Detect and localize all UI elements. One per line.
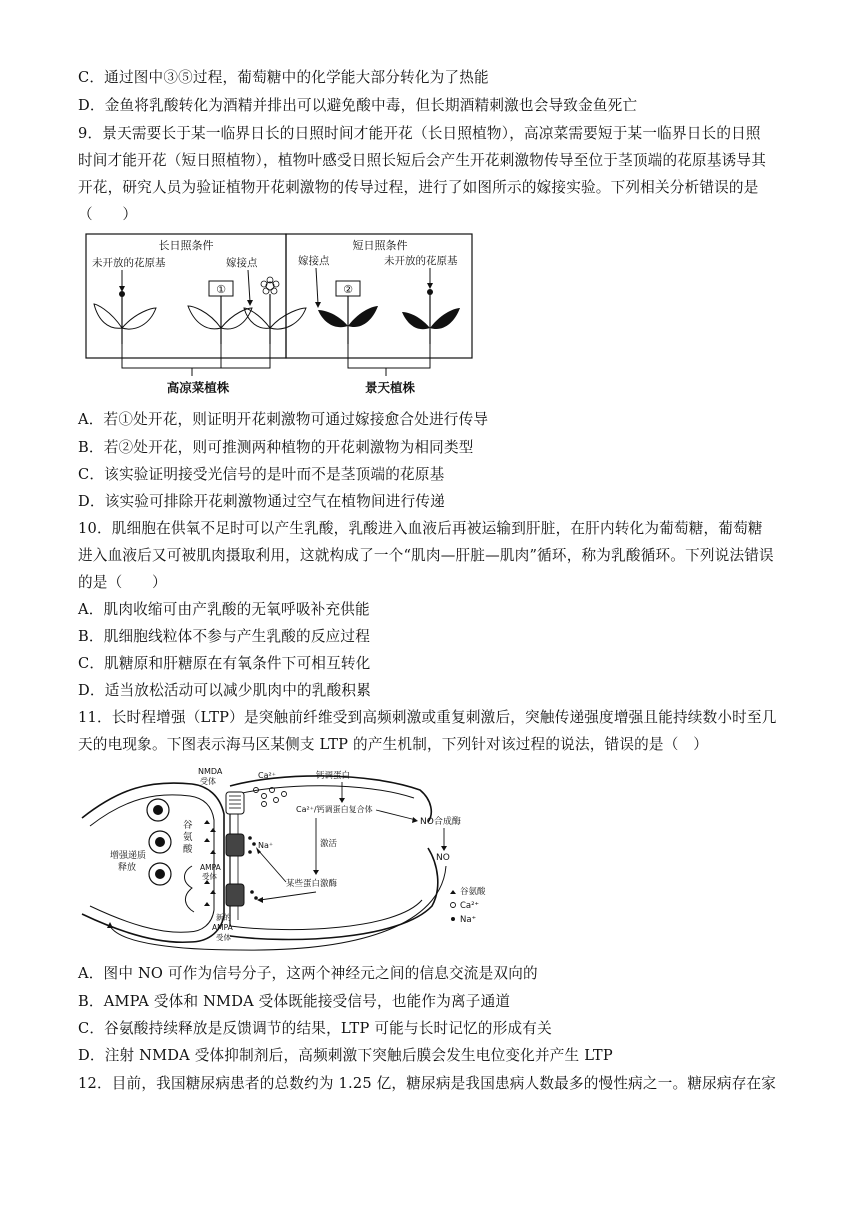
calmodulin-label: 钙调蛋白 xyxy=(316,771,351,781)
ca-label: Ca²⁺ xyxy=(258,771,276,780)
nmda-label-2: 受体 xyxy=(200,777,216,786)
q11-stem-line-1: 11．长时程增强（LTP）是突触前纤维受到高频刺激或重复刺激后，突触传递强度增强且能持续数小时至几 xyxy=(78,709,777,726)
legend-ca-label: Ca²⁺ xyxy=(460,901,480,911)
no-label: NO xyxy=(436,853,450,863)
q10-option-b: B．肌细胞线粒体不参与产生乳酸的反应过程 xyxy=(78,628,371,645)
na-label: Na⁺ xyxy=(258,841,274,850)
q12-stem-line-1: 12．目前，我国糖尿病患者的总数约为 1.25 亿，糖尿病是我国患病人数最多的慢性病之一。糖尿病存在家 xyxy=(78,1075,777,1092)
new-ampa-label-1: 新的 xyxy=(216,913,231,922)
ampa-label: AMPA xyxy=(200,863,221,872)
short-day-label: 短日照条件 xyxy=(352,239,408,252)
legend-glu-marker xyxy=(450,890,456,894)
box-1-label: ① xyxy=(216,283,226,296)
new-ampa-label-2: AMPA xyxy=(212,923,233,932)
q11-option-a: A．图中 NO 可作为信号分子，这两个神经元之间的信息交流是双向的 xyxy=(78,965,538,982)
legend-na-label: Na⁺ xyxy=(460,915,477,925)
release-label-1: 增强递质 xyxy=(110,851,147,861)
long-day-label: 长日照条件 xyxy=(158,239,214,252)
q10-stem-line-2: 进入血液后又可被肌肉摄取利用，这就构成了一个“肌肉—肝脏—肌肉”循环，称为乳酸循环。下列说法错误 xyxy=(78,547,774,564)
q11-stem-line-2: 天的电现象。下图表示海马区某侧支 LTP 的产生机制，下列针对该过程的说法，错误的是（ ） xyxy=(78,736,709,753)
q10-option-c: C．肌糖原和肝糖原在有氧条件下可相互转化 xyxy=(78,655,371,672)
q10-option-d: D．适当放松活动可以减少肌肉中的乳酸积累 xyxy=(78,682,371,699)
q10-stem-line-1: 10．肌细胞在供氧不足时可以产生乳酸，乳酸进入血液后再被运输到肝脏，在肝内转化为葡萄糖，葡萄糖 xyxy=(78,520,763,537)
q9-stem-line-2: 时间才能开花（短日照植物），植物叶感受日照长短后会产生开花刺激物传导至位于茎顶端的花原基诱导其 xyxy=(78,152,767,169)
glu-label-3: 酸 xyxy=(183,844,193,855)
short-day-box xyxy=(286,234,472,358)
q8-option-c: C．通过图中③⑤过程，葡萄糖中的化学能大部分转化为了热能 xyxy=(78,69,489,86)
bud-label-left: 未开放的花原基 xyxy=(92,257,166,269)
nos-label: NO合成酶 xyxy=(420,817,461,827)
box-2-label: ② xyxy=(343,283,353,296)
bud-label-right: 未开放的花原基 xyxy=(384,255,458,267)
q9-option-a: A．若①处开花，则证明开花刺激物可通过嫁接愈合处进行传导 xyxy=(78,411,489,428)
q9-stem-line-1: 9．景天需要长于某一临界日长的日照时间才能开花（长日照植物），高凉菜需要短于某一临界日长的日照 xyxy=(78,125,761,142)
q11-option-d: D．注射 NMDA 受体抑制剂后，高频刺激下突触后膜会发生电位变化并产生 LTP xyxy=(78,1047,613,1064)
q11-option-c: C．谷氨酸持续释放是反馈调节的结果，LTP 可能与长时记忆的形成有关 xyxy=(78,1020,552,1037)
graft-label-right: 嫁接点 xyxy=(298,255,330,267)
q11-option-b: B．AMPA 受体和 NMDA 受体既能接受信号，也能作为离子通道 xyxy=(78,993,511,1010)
new-ampa-label-3: 受体 xyxy=(216,933,231,942)
long-day-box xyxy=(86,234,286,358)
legend-na-marker xyxy=(451,917,455,921)
legend-glu-label: 谷氨酸 xyxy=(460,887,486,897)
ampa-label-2: 受体 xyxy=(202,872,217,881)
release-label-2: 释放 xyxy=(118,863,137,873)
glu-label-2: 氨 xyxy=(183,832,193,843)
q9-option-c: C．该实验证明接受光信号的是叶而不是茎顶端的花原基 xyxy=(78,466,445,483)
graft-label-left: 嫁接点 xyxy=(226,257,258,269)
nmda-label: NMDA xyxy=(198,767,223,776)
grafting-figure xyxy=(80,232,480,402)
q10-stem-line-3: 的是（ ） xyxy=(78,574,167,591)
q10-option-a: A．肌肉收缩可由产乳酸的无氧呼吸补充供能 xyxy=(78,601,370,618)
q9-option-b: B．若②处开花，则可推测两种植物的开花刺激物为相同类型 xyxy=(78,439,474,456)
q9-option-d: D．该实验可排除开花刺激物通过空气在植物间进行传递 xyxy=(78,493,445,510)
activate-label: 激活 xyxy=(320,839,338,849)
q9-stem-line-4: （ ） xyxy=(78,206,138,223)
complex-label: Ca²⁺/钙调蛋白复合体 xyxy=(296,805,373,814)
glu-label-1: 谷 xyxy=(183,820,193,831)
kinase-label: 某些蛋白激酶 xyxy=(286,879,338,889)
ltp-figure xyxy=(80,766,500,954)
gaoliang-plant-label: 高凉菜植株 xyxy=(166,380,230,395)
jingtian-plant-label: 景天植株 xyxy=(364,380,416,395)
q8-option-d: D．金鱼将乳酸转化为酒精并排出可以避免酸中毒，但长期酒精刺激也会导致金鱼死亡 xyxy=(78,97,638,114)
q9-stem-line-3: 开花，研究人员为验证植物开花刺激物的传导过程，进行了如图所示的嫁接实验。下列相关分析错误的是 xyxy=(78,179,759,196)
legend-ca-marker xyxy=(451,903,456,908)
